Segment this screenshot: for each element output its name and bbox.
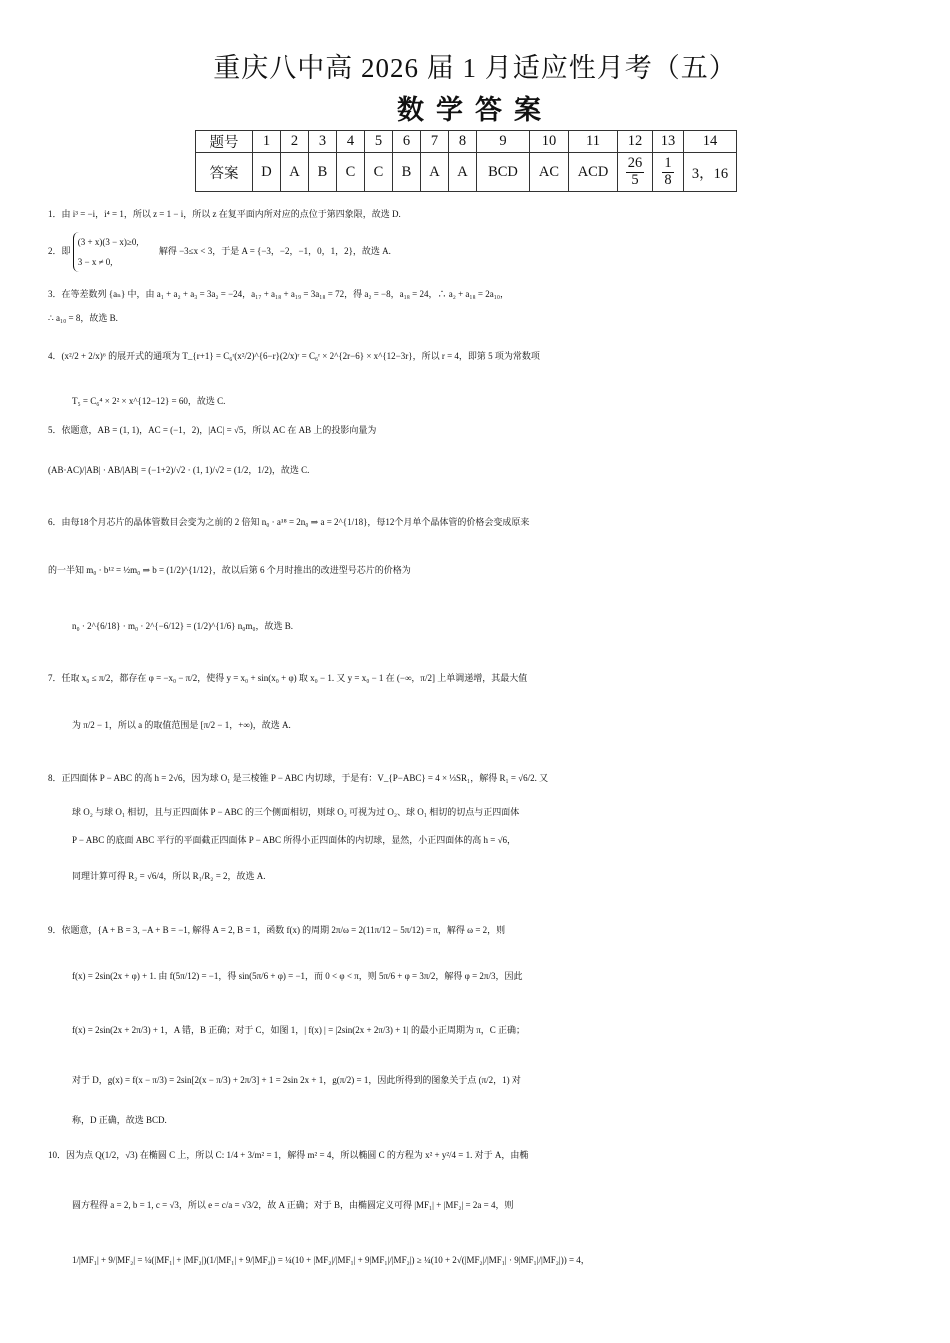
fraction: $\frac{1}{8}$	[664, 155, 672, 188]
answer-table	[195, 130, 737, 192]
solution-10-line-3: 1/|MF₁| + 9/|MF₂| = ¼(|MF₁| + |MF₂|)(1/|MF₁| + 9/|MF₂|) = ¼(10 + |MF₂|/|MF₁| + 9|MF₁|/|MF₂|) ≥ ¼(10 + 2√(|MF₂|/|MF₁| · 9|MF₁|/|MF₂|)) = 4，	[72, 1255, 590, 1265]
a-cell: B	[309, 153, 337, 192]
solution-4-line-1: 4．(x²/2 + 2/x)⁶ 的展开式的通项为 T_{r+1} = C₆ʳ(x²/2)^{6−r}(2/x)ʳ = C₆ʳ × 2^{2r−6} × x^{12−3r}，所以 r = 4，即第 5 项为常数项	[48, 351, 540, 361]
solution-10-line-2: 圆方程得 a = 2, b = 1, c = √3，所以 e = c/a = √3/2，故 A 正确；对于 B，由椭圆定义可得 |MF₁| + |MF₂| = 2a = 4，则	[72, 1200, 514, 1210]
q-cell: 5	[365, 131, 393, 153]
solution-9-line-4: 对于 D，g(x) = f(x − π/3) = 2sin[2(x − π/3) + 2π/3] + 1 = 2sin 2x + 1，g(π/2) = 1，因此所得到的图象关于点 (π/2，1) 对	[72, 1075, 521, 1085]
system-brace: (3 + x)(3 − x)≥0, 3 − x ≠ 0,	[73, 232, 139, 272]
solution-6-line-2: 的一半知 m₀ · b¹² = ½m₀ ⇒ b = (1/2)^{1/12}，故以后第 6 个月时推出的改进型号芯片的价格为	[48, 565, 411, 575]
solution-9-line-2: f(x) = 2sin(2x + φ) + 1. 由 f(5π/12) = −1，得 sin(5π/6 + φ) = −1，而 0 < φ < π，则 5π/6 + φ = 3π/2，解得 φ = 2π/3，因此	[72, 971, 523, 981]
solution-5-line-2: (AB·AC)/|AB| · AB/|AB| = (−1+2)/√2 · (1, 1)/√2 = (1/2，1/2)，故选 C.	[48, 465, 310, 475]
a-cell: AC	[530, 153, 569, 192]
solution-7-line-1: 7．任取 x₀ ≤ π/2，都存在 φ = −x₀ − π/2，使得 y = x₀ + sin(x₀ + φ) 取 x₀ − 1. 又 y = x₀ − 1 在 (−∞，π/2] 上单调递增，其最大值	[48, 673, 528, 683]
solution-7-line-2: 为 π/2 − 1，所以 a 的取值范围是 [π/2 − 1，+∞)，故选 A.	[72, 720, 291, 730]
solution-6-line-1: 6．由每18个月芯片的晶体管数目会变为之前的 2 倍知 n₀ · a¹⁸ = 2n₀ ⇒ a = 2^{1/18}，每12个月单个晶体管的价格会变成原来	[48, 517, 530, 527]
q-cell: 8	[449, 131, 477, 153]
a-cell: D	[253, 153, 281, 192]
q-cell: 4	[337, 131, 365, 153]
a-cell-fraction	[618, 153, 653, 192]
a-cell: A	[421, 153, 449, 192]
a-cell: C	[365, 153, 393, 192]
a-cell: A	[449, 153, 477, 192]
solution-3-line-1: 3．在等差数列 {aₙ} 中，由 a₁ + a₂ + a₃ = 3a₂ = −24，a₁₇ + a₁₈ + a₁₉ = 3a₁₈ = 72，得 a₂ = −8，a₁₈ = 24，∴ a₂ + a₁₈ = 2a₁₀，	[48, 289, 510, 299]
solution-8-line-2: 球 O₂ 与球 O₁ 相切，且与正四面体 P − ABC 的三个侧面相切，则球 O₂ 可视为过 O₂、球 O₁ 相切的切点与正四面体	[72, 807, 520, 817]
solution-1: 1．由 i³ = −i，i⁴ = 1，所以 z = 1 − i，所以 z 在复平面内所对应的点位于第四象限，故选 D.	[48, 209, 401, 219]
q-cell: 12	[618, 131, 653, 153]
q-cell: 14	[684, 131, 737, 153]
q-cell: 9	[477, 131, 530, 153]
solution-9-line-3: f(x) = 2sin(2x + 2π/3) + 1，A 错，B 正确；对于 C，如图 1，| f(x) | = |2sin(2x + 2π/3) + 1| 的最小正周期为 π，C 正确；	[72, 1025, 526, 1035]
solution-8-line-1: 8．正四面体 P − ABC 的高 h = 2√6，因为球 O₁ 是三棱锥 P − ABC 内切球，于是有：V_{P−ABC} = 4 × ⅓SR₁，解得 R₁ = √6/2. 又	[48, 773, 549, 783]
page-title: 重庆八中高 2026 届 1 月适应性月考（五）	[213, 53, 737, 83]
fraction: $\frac{26}{5}$	[627, 155, 643, 188]
q-cell: 3	[309, 131, 337, 153]
q-cell: 7	[421, 131, 449, 153]
a-cell: B	[393, 153, 421, 192]
q-cell: 2	[281, 131, 309, 153]
row-label-answer: 答案	[196, 153, 253, 192]
q-cell: 10	[530, 131, 569, 153]
solution-3-line-2: ∴ a₁₀ = 8，故选 B.	[48, 313, 118, 323]
solution-2: 2．即 (3 + x)(3 − x)≥0, 3 − x ≠ 0, 解得 −3≤x < 3，于是 A = {−3，−2，−1，0，1，2}，故选 A.	[48, 232, 908, 272]
q-cell: 11	[569, 131, 618, 153]
solution-8-line-3: P − ABC 的底面 ABC 平行的平面截正四面体 P − ABC 所得小正四面体的内切球，显然，小正四面体的高 h = √6，	[72, 835, 517, 845]
solution-4-line-2: T₅ = C₆⁴ × 2² × x^{12−12} = 60，故选 C.	[72, 396, 226, 406]
a-cell-fraction	[653, 153, 684, 192]
a-cell: A	[281, 153, 309, 192]
q-cell: 6	[393, 131, 421, 153]
q-cell: 13	[653, 131, 684, 153]
solution-6-line-3: n₀ · 2^{6/18} · m₀ · 2^{−6/12} = (1/2)^{1/6} n₀m₀，故选 B.	[72, 621, 294, 631]
solution-9-line-1: 9．依题意，{A + B = 3, −A + B = −1, 解得 A = 2, B = 1，函数 f(x) 的周期 2π/ω = 2(11π/12 − 5π/12) = π，解得 ω = 2，则	[48, 925, 506, 935]
question-number-row	[196, 131, 737, 153]
solution-5-line-1: 5．依题意，AB = (1, 1)，AC = (−1，2)，|AC| = √5，所以 AC 在 AB 上的投影向量为	[48, 425, 377, 435]
answer-row	[196, 153, 737, 192]
a-cell: 3，16	[684, 153, 737, 192]
a-cell: ACD	[569, 153, 618, 192]
solution-9-line-5: 称，D 正确，故选 BCD.	[72, 1115, 167, 1125]
solution-10-line-1: 10．因为点 Q(1/2，√3) 在椭圆 C 上，所以 C: 1/4 + 3/m² = 1，解得 m² = 4，所以椭圆 C 的方程为 x² + y²/4 = 1. 对于 A，由椭	[48, 1150, 529, 1160]
a-cell: C	[337, 153, 365, 192]
row-label-question: 题号	[196, 131, 253, 153]
page-subtitle: 数学答案	[397, 95, 553, 125]
q-cell: 1	[253, 131, 281, 153]
solution-8-line-4: 同理计算可得 R₂ = √6/4，所以 R₁/R₂ = 2，故选 A.	[72, 871, 266, 881]
a-cell: BCD	[477, 153, 530, 192]
